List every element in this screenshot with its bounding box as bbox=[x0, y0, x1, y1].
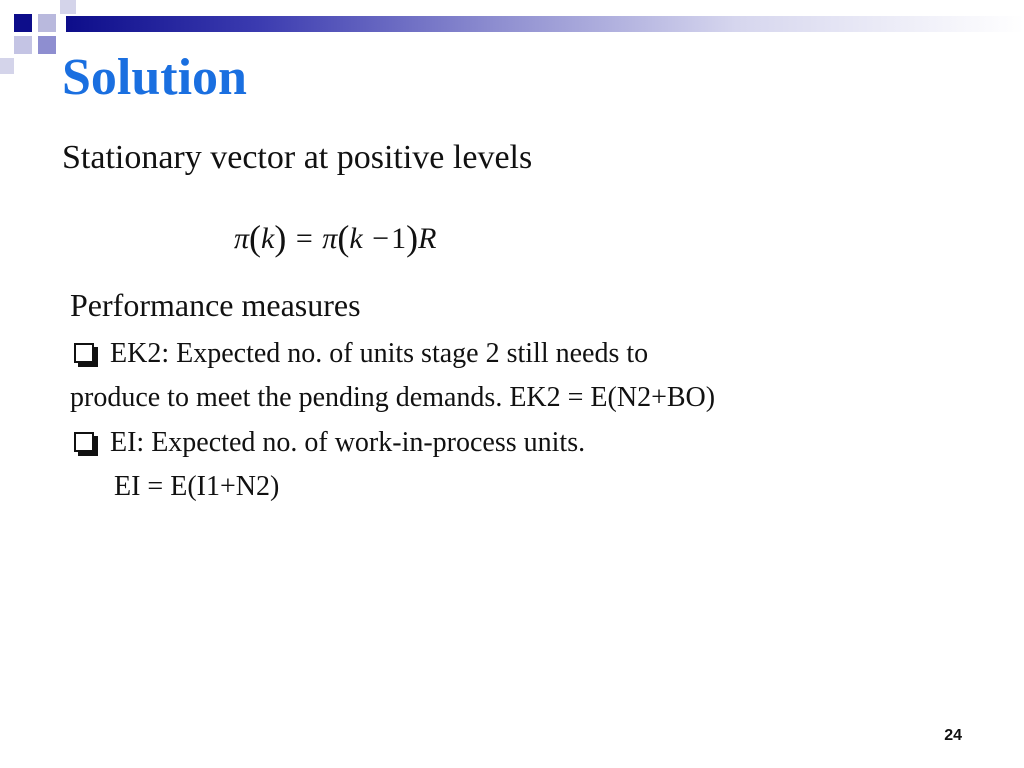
eq-rhs-minus: − bbox=[372, 222, 390, 255]
eq-rhs-pi: π bbox=[322, 222, 338, 255]
bullet-text: EI: Expected no. of work-in-process units. bbox=[110, 427, 586, 458]
header-gradient-bar bbox=[66, 16, 1024, 32]
eq-lhs-close-paren: ) bbox=[274, 218, 287, 258]
eq-rhs-close-paren: ) bbox=[406, 218, 419, 258]
eq-rhs-open-paren: ( bbox=[337, 218, 350, 258]
slide-subtitle: Stationary vector at positive levels bbox=[62, 139, 533, 176]
eq-rhs-matrix: R bbox=[418, 222, 437, 255]
bullet-item-ek2 bbox=[74, 337, 648, 371]
page-number: 24 bbox=[944, 727, 962, 744]
bullet-item-ei bbox=[74, 426, 585, 460]
section-heading: Performance measures bbox=[70, 287, 361, 323]
eq-lhs-pi: π bbox=[234, 222, 250, 255]
bullet-text: EK2: Expected no. of units stage 2 still needs to bbox=[110, 338, 649, 369]
eq-lhs-arg: k bbox=[261, 222, 275, 255]
bullet-text-continuation: EI = E(I1+N2) bbox=[114, 471, 280, 502]
eq-rhs-arg: k bbox=[349, 222, 363, 255]
hollow-square-bullet-icon bbox=[74, 432, 96, 454]
bullet-text-continuation: produce to meet the pending demands. EK2 = E(N2+BO) bbox=[70, 382, 716, 413]
recurrence-equation bbox=[234, 216, 436, 259]
slide-title: Solution bbox=[62, 49, 247, 106]
hollow-square-bullet-icon bbox=[74, 343, 96, 365]
eq-lhs-open-paren: ( bbox=[249, 218, 262, 258]
eq-rhs-one: 1 bbox=[391, 222, 407, 255]
eq-equals: = bbox=[295, 222, 313, 255]
